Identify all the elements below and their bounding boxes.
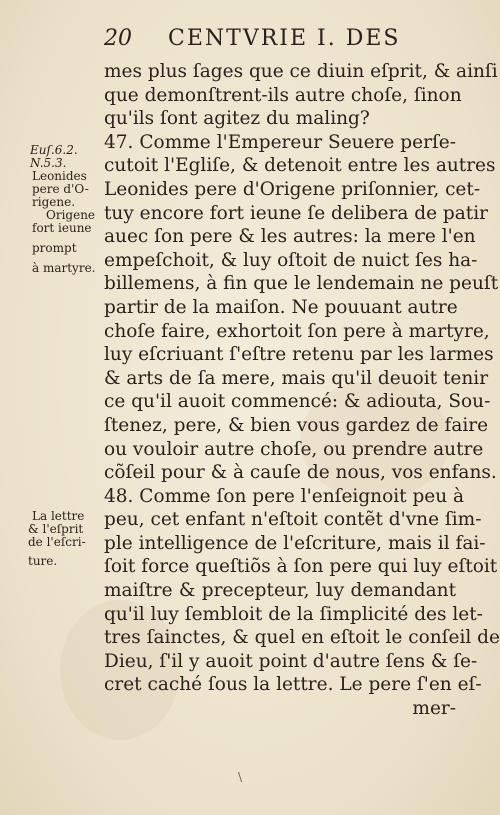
text-line: ſoit force queſtiõs à ſon pere qui luy eſtoit bbox=[104, 556, 498, 578]
text-line: choſe faire, exhortoit ſon pere à martyre, bbox=[104, 320, 490, 342]
text-line: tres ſainctes, & quel en eſtoit le conſeil de bbox=[104, 627, 500, 649]
margin-note-line: ture. bbox=[28, 554, 58, 568]
text-line: qu'il luy ſembloit de la ſimplicité des let- bbox=[104, 603, 483, 625]
margin-note-line: rigene. bbox=[32, 195, 76, 209]
margin-note-lettre bbox=[28, 510, 100, 568]
text-line: empeſchoit, & luy oſtoit de nuict ſes ha- bbox=[104, 249, 478, 271]
text-line: Dieu, ſ'il y auoit point d'autre ſens & ſe- bbox=[104, 650, 478, 672]
page-number: 20 bbox=[104, 26, 132, 51]
ink-mark: \ bbox=[238, 770, 243, 784]
catchword: mer- bbox=[412, 698, 456, 720]
text-line: ou vouloir autre choſe, ou prendre autre bbox=[104, 438, 484, 460]
margin-note-line: pere d'O- bbox=[32, 182, 89, 196]
margin-note-line: Leonides bbox=[32, 169, 87, 183]
margin-note-line: fort ieune bbox=[32, 221, 92, 235]
text-line: ple intelligence de l'eſcriture, mais il fai- bbox=[104, 532, 486, 554]
text-line: billemens, à fin que le lendemain ne peuſt bbox=[104, 273, 499, 295]
margin-note-line: de l'eſcri- bbox=[28, 535, 86, 549]
text-line: partir de la maiſon. Ne pouuant autre bbox=[104, 296, 458, 318]
text-line: tuy encore fort ieune ſe delibera de patir bbox=[104, 202, 488, 224]
running-title: CENTVRIE I. DES bbox=[168, 26, 401, 51]
text-line: 48. Comme ſon pere l'enſeignoit peu à bbox=[104, 485, 465, 507]
text-line: cõſeil pour & à cauſe de nous, vos enfans. bbox=[104, 462, 497, 484]
text-line: ce qu'il auoit commencé: & adiouta, Sou- bbox=[104, 391, 491, 413]
margin-note-line: La lettre bbox=[32, 509, 85, 523]
text-line: cutoit l'Egliſe, & detenoit entre les autres bbox=[104, 155, 496, 177]
text-line: qu'ils ſont agitez du maling? bbox=[104, 108, 370, 130]
text-line: & arts de ſa mere, mais qu'il deuoit tenir bbox=[104, 367, 489, 389]
text-line: que demonſtrent-ils autre choſe, ſinon bbox=[104, 84, 462, 106]
margin-note-line: à martyre. bbox=[32, 261, 96, 275]
main-text bbox=[104, 60, 500, 721]
margin-note-line: Origene bbox=[46, 208, 96, 222]
margin-note-line: Euſ.6.2. bbox=[30, 143, 78, 157]
margin-note-origene bbox=[28, 144, 100, 275]
margin-note-line: N.5.3. bbox=[30, 156, 67, 170]
margin-note-line: & l'eſprit bbox=[28, 522, 84, 536]
text-line: peu, cet enfant n'eſtoit contẽt d'vne ſim- bbox=[104, 509, 482, 531]
text-line: mes plus ſages que ce diuin eſprit, & ainſi bbox=[104, 61, 498, 82]
text-line: luy eſcriuant ſ'eſtre retenu par les larmes bbox=[104, 344, 494, 366]
text-line: cret caché ſous la lettre. Le pere ſ'en eſ- bbox=[104, 674, 482, 696]
page-header bbox=[0, 22, 500, 52]
text-line: auec ſon pere & les autres: la mere l'en bbox=[104, 226, 476, 248]
text-line: maiſtre & precepteur, luy demandant bbox=[104, 580, 456, 602]
margin-note-line: prompt bbox=[32, 241, 77, 255]
text-line: 47. Comme l'Empereur Seuere perſe- bbox=[104, 131, 456, 153]
text-line: ſtenez, pere, & bien vous gardez de faire bbox=[104, 414, 489, 436]
text-line: Leonides pere d'Origene priſonnier, cet- bbox=[104, 178, 481, 200]
